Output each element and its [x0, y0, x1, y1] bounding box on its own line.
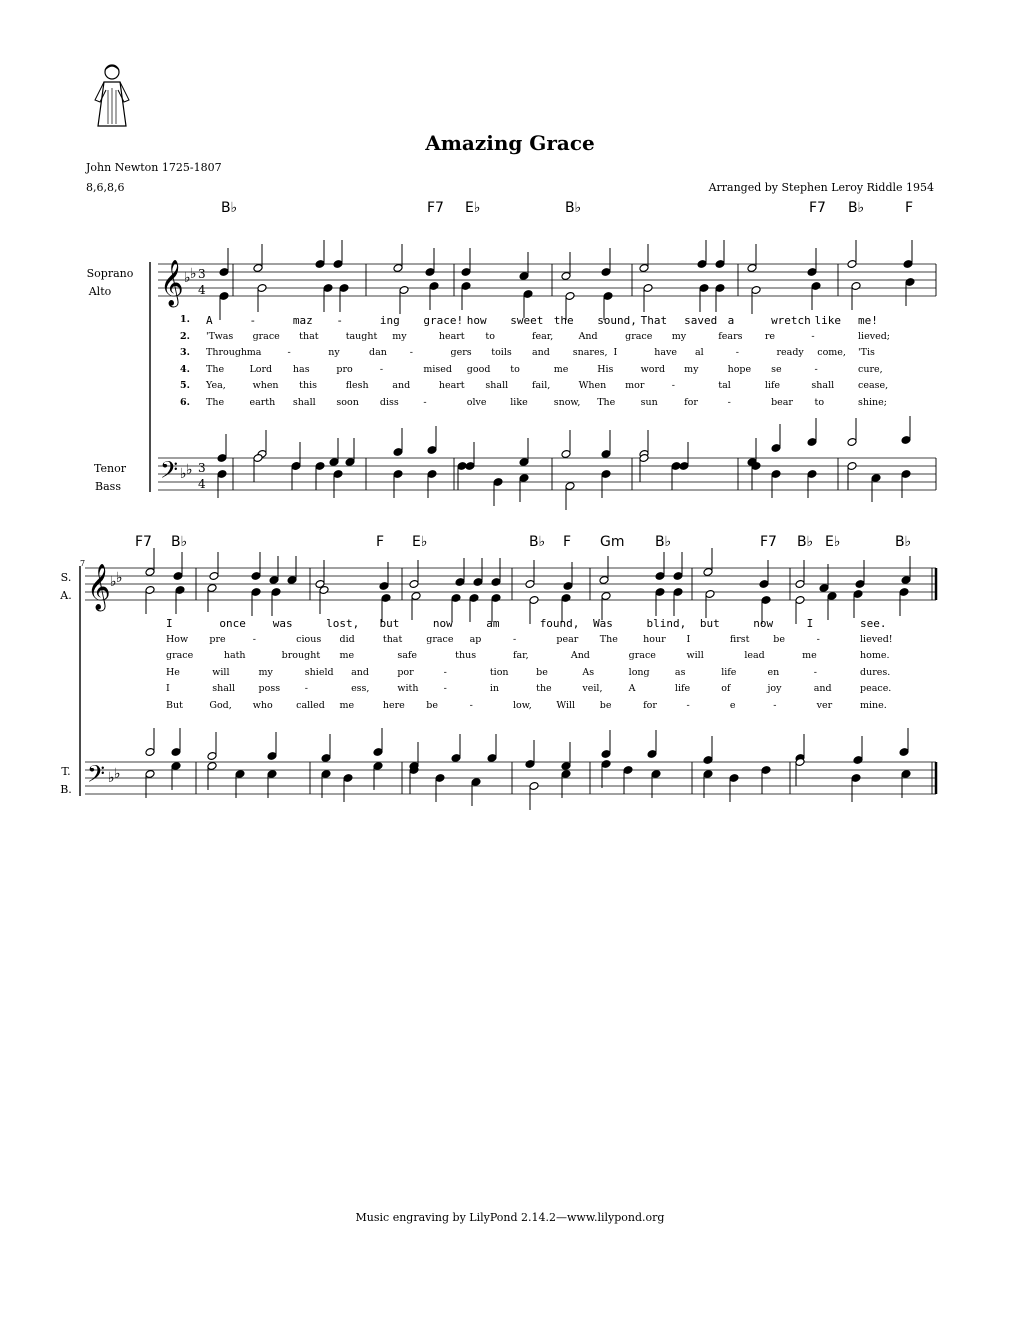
- lyric-syllable: fail,: [532, 380, 551, 391]
- lyric-syllable: A: [206, 314, 213, 327]
- lyric-syllable: hope: [727, 363, 752, 375]
- lyric-syllable: The: [597, 396, 616, 408]
- lyric-syllable: lieved;: [858, 330, 890, 342]
- flat-icon: ♭: [180, 466, 187, 482]
- verse-number: 5.: [180, 380, 190, 391]
- lyric-syllable: like: [510, 396, 528, 408]
- lyric-syllable: ing: [379, 314, 400, 327]
- lyric-syllable: the: [536, 683, 552, 694]
- lyric-syllable: far,: [513, 650, 529, 661]
- lyric-syllable: and: [813, 683, 832, 694]
- lyric-syllable: poss: [258, 683, 281, 694]
- lyric-syllable: heart: [438, 380, 465, 391]
- chord-symbol: E♭: [825, 534, 841, 550]
- lyric-syllable: joy: [767, 683, 782, 694]
- lyric-syllable: found,: [539, 617, 580, 630]
- lyric-syllable: -: [423, 396, 427, 408]
- chord-symbol: B♭: [221, 200, 238, 216]
- lyric-syllable: al: [695, 347, 704, 358]
- chord-symbol: B♭: [655, 534, 672, 550]
- lyric-syllable: mor: [625, 380, 645, 391]
- lyric-syllable: grace!: [423, 314, 464, 327]
- lyric-syllable: life: [674, 683, 691, 694]
- lyric-syllable: life: [764, 380, 781, 391]
- lyric-syllable: once: [219, 617, 246, 630]
- lyric-syllable: here: [382, 699, 405, 711]
- lyric-syllable: grace: [426, 633, 454, 645]
- lyric-syllable: first: [729, 633, 750, 645]
- lyric-syllable: And: [570, 650, 590, 661]
- lyric-syllable: shine;: [858, 396, 887, 408]
- lyric-syllable: I: [166, 683, 170, 694]
- chord-symbol: B♭: [848, 200, 865, 216]
- chord-symbol: Gm: [600, 534, 625, 550]
- lyric-syllable: shield: [304, 666, 334, 678]
- chord-symbol: B♭: [895, 534, 912, 550]
- treble-clef-icon: 𝄞: [160, 260, 184, 306]
- flat-icon: ♭: [184, 270, 191, 286]
- lyric-syllable: my: [671, 330, 687, 342]
- lyric-syllable: As: [582, 666, 595, 678]
- lyric-syllable: has: [292, 363, 310, 375]
- verse-number: 3.: [180, 347, 190, 358]
- chord-symbol: B♭: [529, 534, 546, 550]
- instrument-a: A.: [60, 589, 72, 602]
- chord-symbol: F7: [760, 534, 777, 550]
- lyric-syllable: sound,: [597, 314, 637, 327]
- lyric-syllable: And: [578, 330, 598, 342]
- lyric-syllable: ny: [328, 347, 340, 358]
- lyric-syllable: to: [814, 396, 825, 408]
- lyric-syllable: ready: [776, 347, 804, 358]
- lyric-syllable: that: [299, 330, 319, 342]
- flat-icon: ♭: [186, 462, 193, 478]
- lyric-syllable: be: [536, 666, 548, 678]
- bass-clef-icon: 𝄢: [87, 760, 106, 793]
- lyric-syllable: a: [727, 314, 735, 327]
- chord-symbol: F7: [427, 200, 444, 216]
- lyric-syllable: pre: [209, 633, 226, 645]
- poet-credit: John Newton 1725-1807: [86, 161, 222, 174]
- lyric-syllable: this: [299, 380, 317, 391]
- lyric-syllable: toils: [491, 347, 512, 358]
- lyric-syllable: tion: [489, 666, 509, 678]
- lyric-syllable: Was: [593, 617, 613, 630]
- lyric-syllable: to: [485, 330, 495, 342]
- lyric-syllable: -: [686, 699, 690, 711]
- engraving-footer: Music engraving by LilyPond 2.14.2—www.lilypond.org: [355, 1211, 665, 1224]
- lyric-syllable: se: [771, 363, 782, 375]
- lyric-syllable: -: [816, 633, 820, 645]
- lyric-syllable: pro: [336, 363, 353, 375]
- lyric-syllable: dan: [369, 347, 387, 358]
- lyric-syllable: sun: [640, 396, 658, 408]
- flat-icon: ♭: [110, 574, 117, 590]
- arranger-credit: Arranged by Stephen Leroy Riddle 1954: [708, 181, 934, 194]
- lyric-syllable: be: [773, 633, 785, 645]
- lyric-syllable: -: [469, 699, 473, 711]
- lyric-syllable: grace: [166, 650, 194, 661]
- lyric-syllable: earth: [249, 396, 276, 408]
- lyric-syllable: hath: [223, 650, 246, 661]
- chord-symbol: F7: [809, 200, 826, 216]
- measure-number: 7: [80, 559, 86, 568]
- lyric-syllable: wretch: [771, 314, 811, 327]
- lyric-syllable: as: [674, 666, 686, 678]
- instrument-b: B.: [60, 783, 72, 796]
- lyric-syllable: how: [466, 314, 487, 327]
- lyric-syllable: to: [510, 363, 520, 375]
- lyric-syllable: I: [686, 633, 691, 645]
- lyric-syllable: -: [287, 347, 291, 358]
- lyric-syllable: Through: [206, 347, 248, 358]
- lyric-syllable: -: [813, 666, 817, 678]
- lyric-syllable: mised: [423, 363, 452, 375]
- chord-symbol: E♭: [465, 200, 481, 216]
- instrument-soprano: Soprano: [86, 267, 134, 280]
- lyric-syllable: now: [432, 617, 453, 630]
- instrument-s: S.: [60, 571, 72, 584]
- lyric-syllable: home.: [860, 650, 890, 661]
- verse-number: 6.: [180, 396, 190, 408]
- lyric-syllable: blind,: [646, 617, 687, 630]
- lyric-syllable: see.: [860, 617, 887, 630]
- lyric-syllable: heart: [438, 330, 465, 342]
- lyric-syllable: -: [409, 347, 413, 358]
- lyric-syllable: -: [814, 363, 818, 375]
- lyric-syllable: that: [382, 633, 403, 645]
- lyric-syllable: cious: [296, 633, 322, 645]
- lyric-syllable: re: [764, 330, 776, 342]
- lyric-syllable: word: [640, 363, 666, 375]
- lyric-syllable: come,: [817, 347, 846, 358]
- lyric-syllable: snow,: [553, 396, 581, 408]
- lyric-syllable: bear: [771, 396, 793, 408]
- lyric-syllable: -: [671, 380, 675, 391]
- lyric-syllable: who: [252, 699, 273, 711]
- lyric-syllable: for: [643, 699, 657, 711]
- flat-icon: ♭: [116, 570, 123, 586]
- lyric-syllable: low,: [513, 699, 532, 711]
- lyric-syllable: me: [339, 699, 355, 711]
- lyric-syllable: safe: [397, 650, 418, 661]
- lyric-syllable: The: [599, 633, 618, 645]
- lyric-syllable: en: [767, 666, 780, 678]
- lyric-syllable: snares,: [572, 347, 608, 358]
- lyric-syllable: shall: [811, 380, 835, 391]
- lyric-syllable: -: [443, 666, 447, 678]
- lyric-syllable: ver: [816, 699, 833, 711]
- lyric-syllable: sweet: [510, 314, 544, 327]
- lyric-syllable: me: [553, 363, 569, 375]
- lyric-syllable: -: [379, 363, 384, 375]
- lyric-syllable: A: [628, 683, 636, 694]
- lyric-syllable: grace: [252, 330, 280, 342]
- lyric-syllable: lead: [744, 650, 765, 661]
- page-title: Amazing Grace: [425, 131, 595, 155]
- chord-symbol: F7: [135, 534, 152, 550]
- lyric-syllable: por: [397, 666, 414, 678]
- lyric-syllable: His: [597, 363, 614, 375]
- lyric-syllable: cure,: [858, 363, 883, 375]
- lyric-syllable: That: [640, 314, 668, 327]
- lyric-syllable: How: [166, 633, 189, 645]
- lyric-syllable: -: [336, 314, 344, 327]
- lyric-syllable: be: [426, 699, 438, 711]
- lyric-syllable: my: [392, 330, 407, 342]
- lyric-syllable: good: [466, 363, 491, 375]
- lyric-syllable: I: [806, 617, 814, 630]
- lyric-syllable: like: [814, 314, 842, 327]
- lyric-syllable: -: [735, 347, 739, 358]
- lyric-syllable: God,: [209, 699, 232, 711]
- lyric-syllable: -: [811, 330, 815, 342]
- lyric-syllable: dures.: [860, 666, 891, 678]
- lyric-syllable: fear,: [532, 330, 554, 342]
- lyric-syllable: my: [258, 666, 273, 678]
- lyric-syllable: -: [252, 633, 256, 645]
- lyric-syllable: but: [699, 617, 720, 630]
- lyric-syllable: now: [753, 617, 774, 630]
- lyric-syllable: -: [513, 633, 517, 645]
- chord-symbol: B♭: [171, 534, 188, 550]
- verse-number: 2.: [180, 330, 190, 342]
- lyric-syllable: -: [304, 683, 309, 694]
- lyric-syllable: but: [379, 617, 400, 630]
- lyric-syllable: lieved!: [860, 633, 893, 645]
- lyric-syllable: and: [392, 380, 411, 391]
- verse-number: 4.: [180, 363, 190, 375]
- lyric-syllable: maz: [292, 314, 313, 327]
- lyric-syllable: But: [166, 699, 183, 711]
- lyric-syllable: veil,: [582, 683, 603, 694]
- lyric-syllable: fears: [718, 330, 743, 342]
- lyric-syllable: Yea,: [206, 380, 226, 391]
- lyric-syllable: be: [599, 699, 612, 711]
- lyric-syllable: The: [206, 396, 225, 408]
- lyric-syllable: cease,: [858, 380, 889, 391]
- instrument-bass: Bass: [95, 480, 121, 493]
- lyric-syllable: did: [339, 633, 355, 645]
- lyric-syllable: will: [212, 666, 230, 678]
- lyric-syllable: brought: [281, 650, 321, 661]
- lyric-syllable: peace.: [860, 683, 892, 694]
- lyric-syllable: 'Tis: [858, 347, 875, 358]
- time-signature-icon: 3: [198, 267, 206, 281]
- lyric-syllable: am: [486, 617, 500, 630]
- flat-icon: ♭: [190, 266, 197, 282]
- lyric-syllable: -: [443, 683, 447, 694]
- lyric-syllable: will: [686, 650, 704, 661]
- lyric-syllable: He: [166, 666, 180, 678]
- lyric-syllable: for: [684, 396, 698, 408]
- lyric-syllable: lost,: [326, 617, 360, 630]
- lyric-syllable: ap: [469, 633, 482, 645]
- lyric-syllable: When: [578, 380, 607, 391]
- lyric-syllable: mine.: [860, 699, 887, 711]
- lyric-syllable: ma: [246, 347, 262, 358]
- lyric-syllable: soon: [336, 396, 359, 408]
- lyric-syllable: saved: [684, 314, 718, 327]
- lyric-syllable: my: [684, 363, 699, 375]
- lyric-syllable: thus: [455, 650, 477, 661]
- lyric-syllable: me!: [858, 314, 878, 327]
- chord-symbol: B♭: [565, 200, 582, 216]
- instrument-tenor: Tenor: [94, 462, 126, 475]
- bass-clef-icon: 𝄢: [160, 456, 179, 489]
- lyric-syllable: Will: [556, 699, 576, 711]
- lyric-syllable: olve: [466, 396, 487, 408]
- time-signature-icon: 4: [198, 477, 206, 491]
- lyric-syllable: diss: [379, 396, 399, 408]
- flat-icon: ♭: [114, 766, 121, 782]
- lyric-syllable: life: [721, 666, 737, 678]
- lyric-syllable: -: [727, 396, 731, 408]
- time-signature-icon: 4: [198, 283, 206, 297]
- lyric-syllable: I: [166, 617, 173, 630]
- lyric-syllable: hour: [643, 633, 666, 645]
- verse-number: 1.: [180, 314, 190, 325]
- lyric-syllable: gers: [450, 347, 472, 358]
- lyric-syllable: when: [252, 380, 279, 391]
- lyric-syllable: flesh: [345, 380, 369, 391]
- lyric-syllable: tal: [718, 380, 731, 391]
- lyric-syllable: grace: [628, 650, 656, 661]
- lyric-syllable: was: [272, 617, 293, 630]
- lyric-syllable: and: [532, 347, 550, 358]
- lyric-syllable: 'Twas: [206, 330, 234, 342]
- lyric-syllable: taught: [345, 330, 378, 342]
- chord-symbol: F: [563, 534, 572, 550]
- lyric-syllable: -: [249, 314, 257, 327]
- lyric-syllable: e: [729, 699, 736, 711]
- lyric-syllable: ess,: [351, 683, 370, 694]
- flat-icon: ♭: [108, 770, 115, 786]
- lyric-syllable: pear: [556, 633, 579, 645]
- instrument-t: T.: [61, 765, 71, 778]
- lyric-syllable: me: [802, 650, 817, 661]
- treble-clef-icon: 𝄞: [87, 564, 111, 610]
- lyric-syllable: long: [628, 666, 650, 678]
- chord-symbol: B♭: [797, 534, 814, 550]
- time-signature-icon: 3: [198, 461, 206, 475]
- meter: 8,6,8,6: [86, 181, 125, 194]
- chord-symbol: F: [376, 534, 385, 550]
- instrument-alto: Alto: [88, 285, 112, 298]
- lyric-syllable: me: [339, 650, 355, 661]
- lyric-syllable: of: [721, 683, 731, 694]
- lyric-syllable: in: [489, 683, 500, 694]
- lyric-syllable: I: [613, 347, 618, 358]
- lyric-syllable: the: [553, 314, 574, 327]
- lyric-syllable: shall: [485, 380, 509, 391]
- chord-symbol: F: [905, 200, 914, 216]
- lyric-syllable: shall: [292, 396, 316, 408]
- lyric-syllable: shall: [212, 683, 235, 694]
- lyric-syllable: The: [206, 363, 225, 375]
- lyric-syllable: -: [773, 699, 777, 711]
- lyric-syllable: have: [654, 347, 678, 358]
- lyric-syllable: grace: [625, 330, 653, 342]
- lyric-syllable: called: [296, 699, 325, 711]
- lyric-syllable: with: [397, 683, 419, 694]
- lyric-syllable: Lord: [249, 363, 273, 375]
- lyric-syllable: and: [351, 666, 369, 678]
- chord-symbol: E♭: [412, 534, 428, 550]
